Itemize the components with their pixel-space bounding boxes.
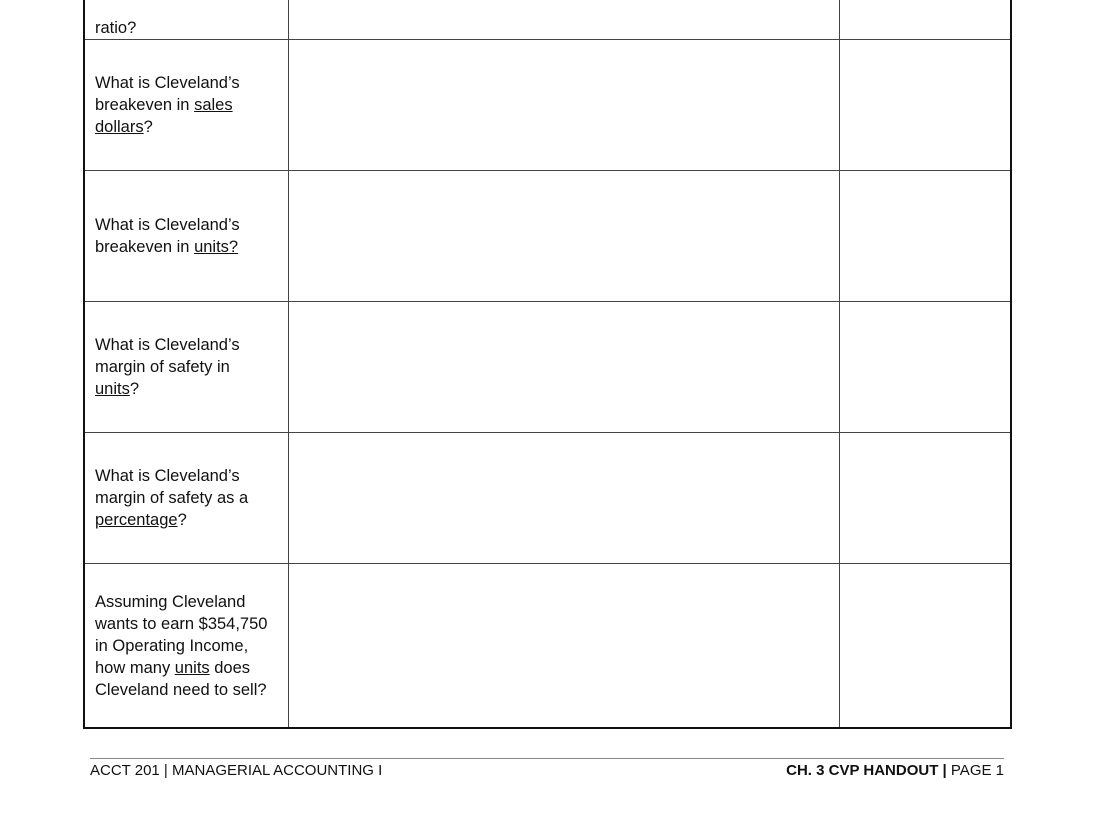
question-cell xyxy=(84,0,288,40)
work-cell[interactable] xyxy=(288,564,839,729)
work-cell[interactable] xyxy=(288,302,839,433)
work-cell[interactable] xyxy=(288,40,839,171)
answer-cell[interactable] xyxy=(839,171,1011,302)
work-cell[interactable] xyxy=(288,0,839,40)
question-text: What is Cleveland’s margin of safety as a percentage? xyxy=(95,467,249,529)
question-cell xyxy=(84,40,288,171)
table-row xyxy=(84,40,1011,171)
answer-cell[interactable] xyxy=(839,40,1011,171)
work-cell[interactable] xyxy=(288,433,839,564)
answer-cell[interactable] xyxy=(839,302,1011,433)
table-row xyxy=(84,564,1011,729)
answer-cell[interactable] xyxy=(839,564,1011,729)
table-row xyxy=(84,171,1011,302)
page-footer xyxy=(90,758,1004,780)
question-table xyxy=(83,0,1012,729)
table-row xyxy=(84,433,1011,564)
question-cell xyxy=(84,302,288,433)
handout-title: CH. 3 CVP HANDOUT | xyxy=(786,762,947,779)
page-number: PAGE 1 xyxy=(946,762,1004,779)
page-label xyxy=(786,762,1004,780)
question-text: ratio? xyxy=(95,19,137,37)
answer-cell[interactable] xyxy=(839,433,1011,564)
table-row xyxy=(84,302,1011,433)
answer-cell[interactable] xyxy=(839,0,1011,40)
question-text: What is Cleveland’s breakeven in units? xyxy=(95,216,240,256)
question-text: What is Cleveland’s margin of safety in units? xyxy=(95,336,240,398)
course-label: ACCT 201 | MANAGERIAL ACCOUNTING I xyxy=(90,762,383,779)
question-cell xyxy=(84,171,288,302)
question-text: What is Cleveland’s breakeven in sales dollars? xyxy=(95,74,240,136)
table-row xyxy=(84,0,1011,40)
question-cell xyxy=(84,433,288,564)
work-cell[interactable] xyxy=(288,171,839,302)
question-cell xyxy=(84,564,288,729)
question-text: Assuming Cleveland wants to earn $354,750 in Operating Income, how many units does Cleveland need to sell? xyxy=(95,592,268,699)
